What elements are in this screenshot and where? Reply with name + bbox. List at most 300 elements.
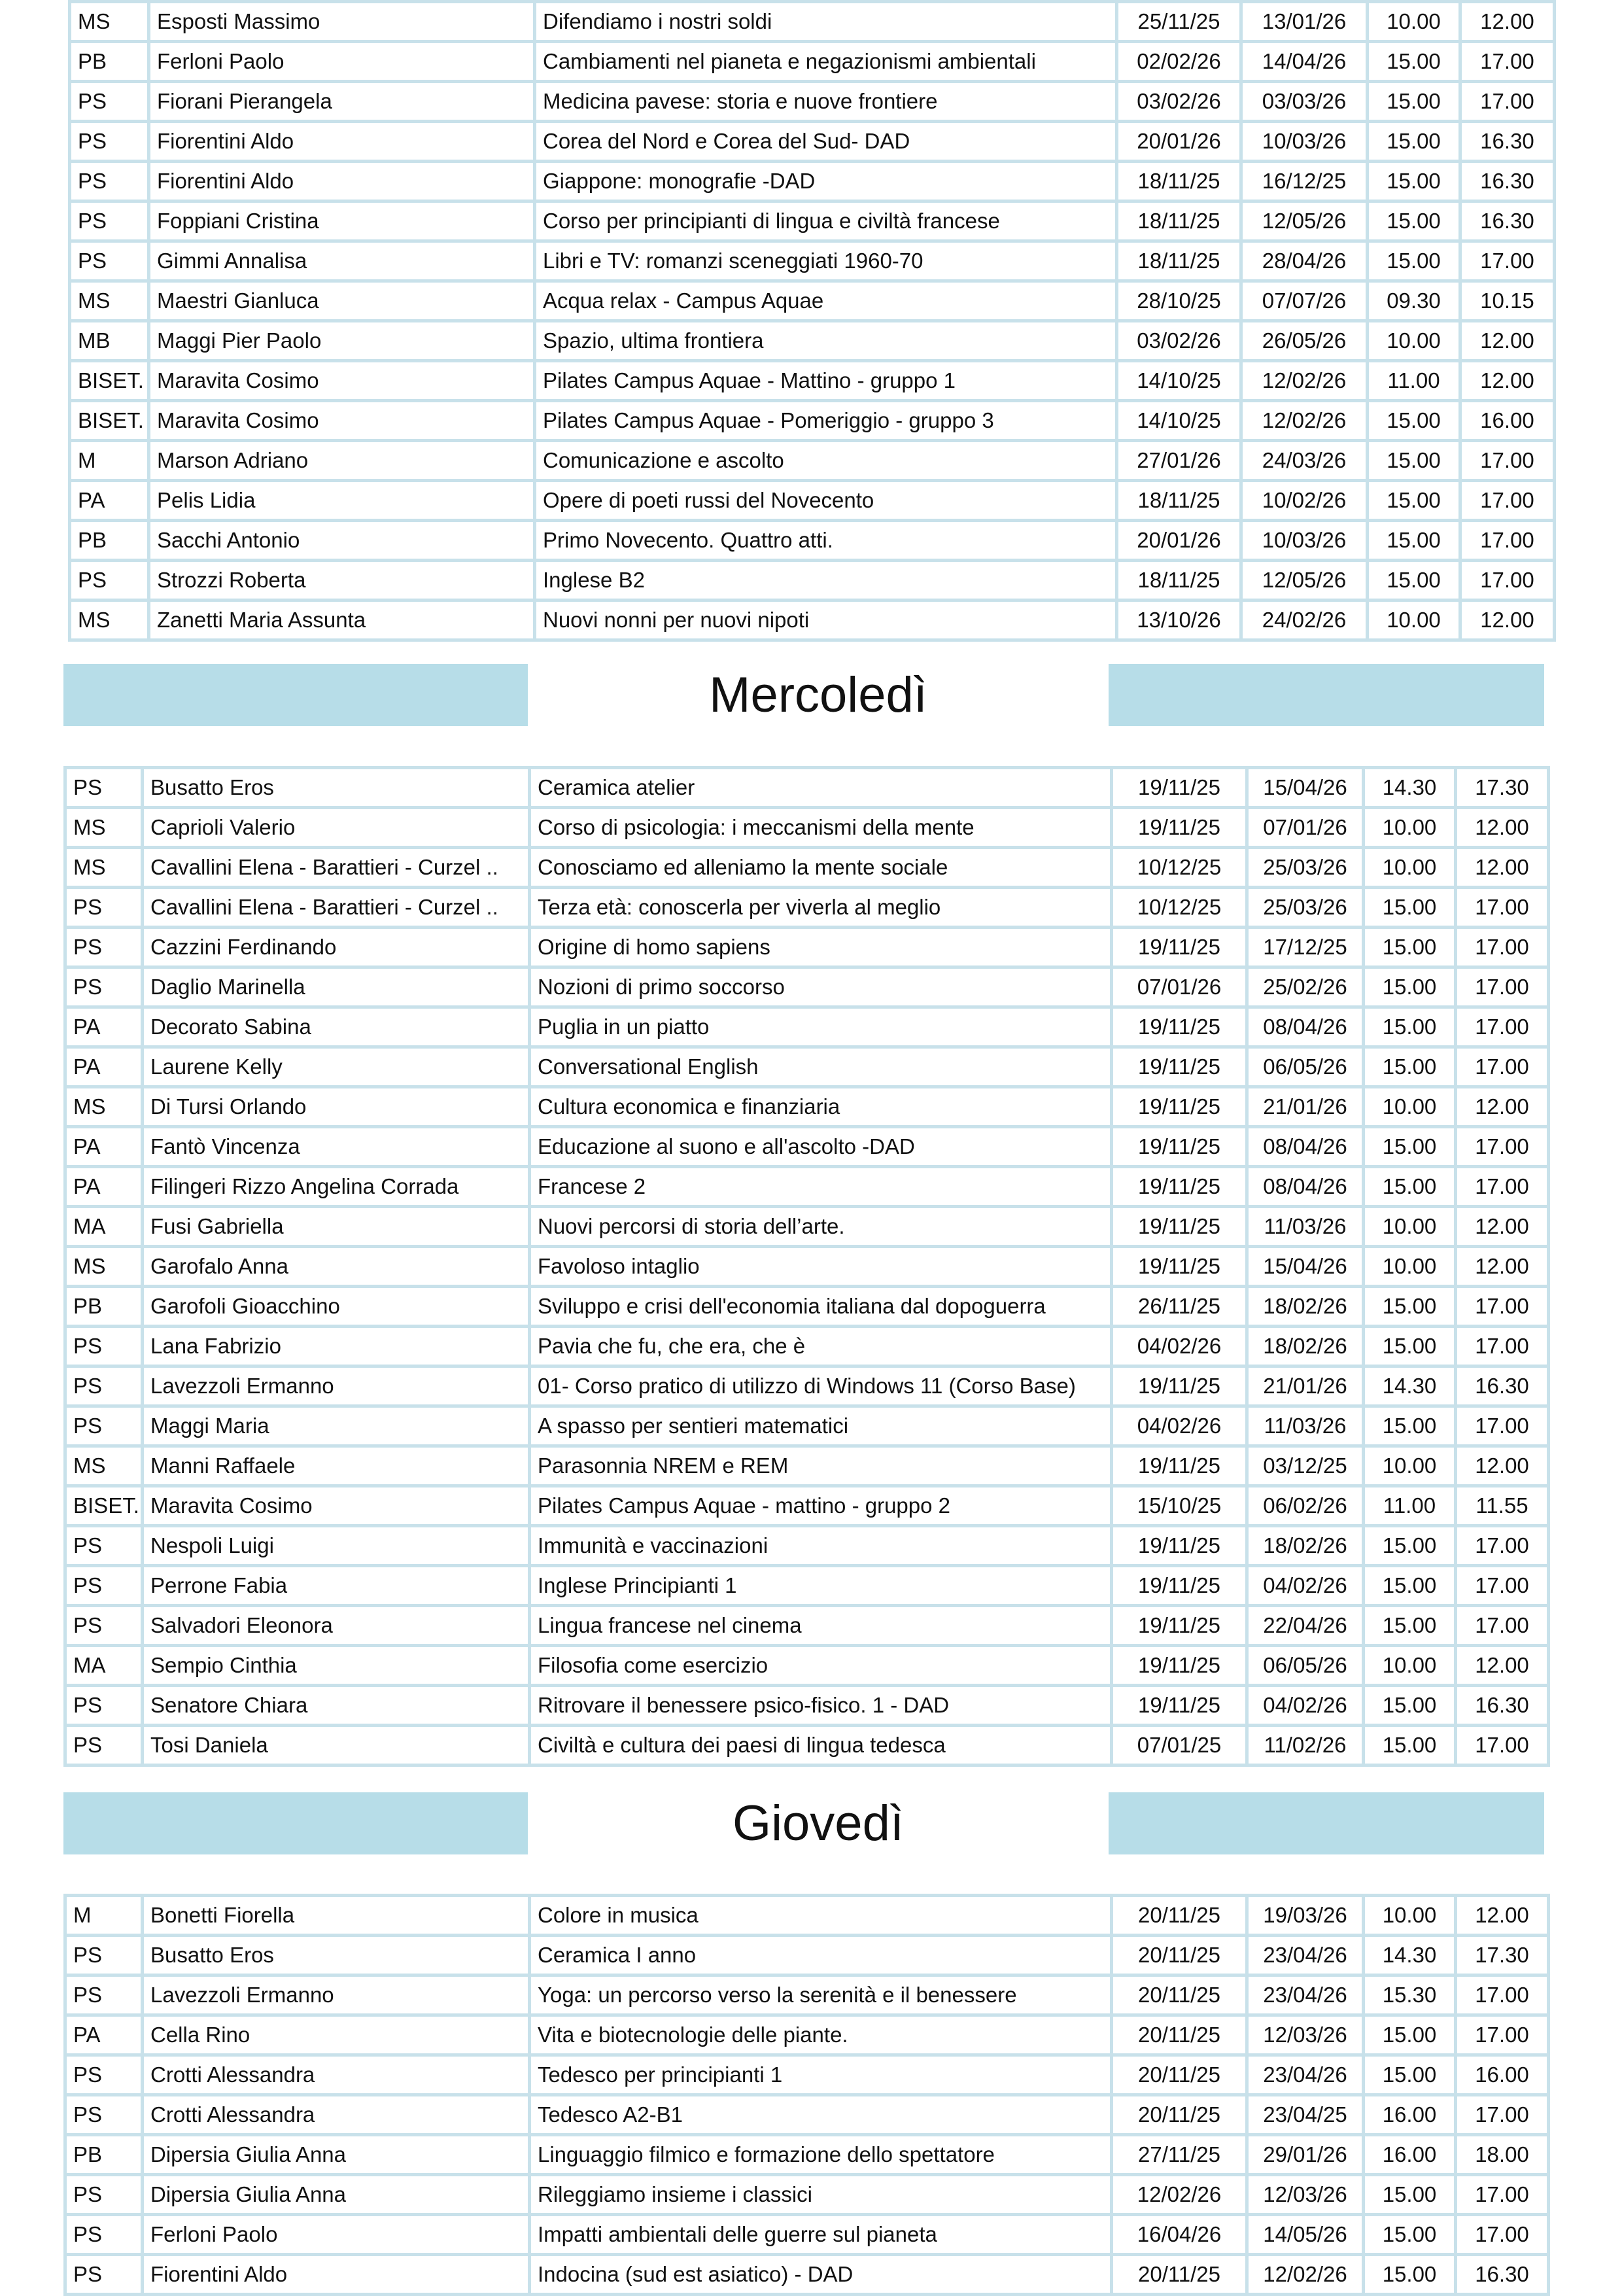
start-date: 20/11/25 [1112,2015,1247,2055]
day-title: Mercoledì [528,664,1109,726]
end-date: 12/02/26 [1241,361,1368,401]
end-date: 06/05/26 [1247,1646,1364,1686]
course-title: Corea del Nord e Corea del Sud- DAD [535,122,1117,162]
teacher-name: Crotti Alessandra [143,2055,530,2095]
table-row [70,321,1555,361]
teacher-name: Perrone Fabia [143,1566,530,1606]
teacher-name: Fiorani Pierangela [149,82,535,122]
table-row [65,1007,1549,1047]
start-time: 15.00 [1364,2175,1456,2215]
course-title: Nuovi percorsi di storia dell’arte. [530,1207,1112,1247]
table-row [65,2015,1549,2055]
course-title: Lingua francese nel cinema [530,1606,1112,1646]
course-code: PS [70,201,149,241]
table-row [65,2095,1549,2135]
start-time: 10.00 [1368,2,1460,42]
course-code: MS [65,1446,143,1486]
end-date: 25/03/26 [1247,888,1364,928]
end-date: 26/05/26 [1241,321,1368,361]
course-title: Nozioni di primo soccorso [530,967,1112,1007]
end-time: 12.00 [1456,808,1549,848]
start-time: 15.00 [1364,1566,1456,1606]
course-title: Inglese Principianti 1 [530,1566,1112,1606]
end-date: 11/03/26 [1247,1207,1364,1247]
course-code: PS [65,1327,143,1366]
end-date: 21/01/26 [1247,1087,1364,1127]
end-date: 14/04/26 [1241,42,1368,82]
table-row [70,401,1555,441]
table-row [65,967,1549,1007]
course-code: PS [65,1406,143,1446]
end-date: 23/04/26 [1247,2055,1364,2095]
table-row [65,2255,1549,2295]
course-code: MS [70,600,149,640]
start-time: 15.00 [1368,441,1460,481]
course-code: PS [65,2175,143,2215]
start-time: 14.30 [1364,1936,1456,1975]
teacher-name: Garofalo Anna [143,1247,530,1287]
end-time: 12.00 [1456,1646,1549,1686]
end-time: 11.55 [1456,1486,1549,1526]
start-date: 26/11/25 [1112,1287,1247,1327]
course-code: PS [65,1526,143,1566]
end-time: 17.00 [1456,1566,1549,1606]
teacher-name: Foppiani Cristina [149,201,535,241]
table-row [65,1207,1549,1247]
start-time: 10.00 [1364,1896,1456,1936]
table-row [65,2175,1549,2215]
course-title: Ritrovare il benessere psico-fisico. 1 - DAD [530,1686,1112,1726]
teacher-name: Maestri Gianluca [149,281,535,321]
end-date: 23/04/25 [1247,2095,1364,2135]
teacher-name: Fantò Vincenza [143,1127,530,1167]
end-date: 19/03/26 [1247,1896,1364,1936]
end-date: 24/03/26 [1241,441,1368,481]
end-time: 12.00 [1456,1087,1549,1127]
course-code: PS [65,888,143,928]
table-row [70,122,1555,162]
start-date: 19/11/25 [1112,1606,1247,1646]
start-date: 12/02/26 [1112,2175,1247,2215]
course-title: Medicina pavese: storia e nuove frontiere [535,82,1117,122]
course-code: M [65,1896,143,1936]
table-row [65,2135,1549,2175]
end-time: 17.30 [1456,1936,1549,1975]
table-row [65,2215,1549,2255]
start-date: 19/11/25 [1112,1247,1247,1287]
course-title: Filosofia come esercizio [530,1646,1112,1686]
course-code: PB [70,42,149,82]
course-code: PS [65,1936,143,1975]
course-code: PA [70,481,149,521]
day-banner-thursday [63,1792,1544,1854]
teacher-name: Senatore Chiara [143,1686,530,1726]
teacher-name: Sempio Cinthia [143,1646,530,1686]
schedule-table-wednesday [63,766,1550,1767]
course-code: PS [65,2255,143,2295]
start-date: 18/11/25 [1117,561,1241,600]
end-time: 17.00 [1456,1406,1549,1446]
start-date: 04/02/26 [1112,1406,1247,1446]
teacher-name: Maggi Maria [143,1406,530,1446]
end-time: 12.00 [1460,2,1555,42]
end-date: 22/04/26 [1247,1606,1364,1646]
end-date: 12/05/26 [1241,201,1368,241]
start-time: 15.00 [1364,1327,1456,1366]
start-date: 03/02/26 [1117,82,1241,122]
end-time: 17.00 [1456,1327,1549,1366]
course-code: BISET. [70,361,149,401]
teacher-name: Daglio Marinella [143,967,530,1007]
end-time: 12.00 [1456,1207,1549,1247]
course-code: PS [65,2095,143,2135]
end-time: 17.00 [1460,521,1555,561]
table-row [70,561,1555,600]
end-time: 17.00 [1460,481,1555,521]
teacher-name: Maravita Cosimo [149,401,535,441]
start-date: 10/12/25 [1112,888,1247,928]
start-date: 19/11/25 [1112,1446,1247,1486]
table-row [70,82,1555,122]
start-date: 19/11/25 [1112,1167,1247,1207]
course-code: PS [65,1366,143,1406]
end-time: 17.00 [1456,1975,1549,2015]
start-date: 03/02/26 [1117,321,1241,361]
course-title: Conosciamo ed alleniamo la mente sociale [530,848,1112,888]
table-row [65,1327,1549,1366]
course-title: Tedesco A2-B1 [530,2095,1112,2135]
course-title: Ceramica I anno [530,1936,1112,1975]
table-row [65,1167,1549,1207]
course-title: Immunità e vaccinazioni [530,1526,1112,1566]
start-date: 19/11/25 [1112,1047,1247,1087]
course-title: Impatti ambientali delle guerre sul pianeta [530,2215,1112,2255]
start-date: 27/11/25 [1112,2135,1247,2175]
teacher-name: Di Tursi Orlando [143,1087,530,1127]
end-date: 11/02/26 [1247,1726,1364,1765]
end-time: 16.30 [1460,201,1555,241]
course-code: PS [65,768,143,808]
table-row [65,1366,1549,1406]
start-date: 20/11/25 [1112,1896,1247,1936]
start-time: 10.00 [1364,1247,1456,1287]
start-time: 15.00 [1364,1127,1456,1167]
start-date: 19/11/25 [1112,1366,1247,1406]
course-code: BISET. [65,1486,143,1526]
start-time: 11.00 [1364,1486,1456,1526]
start-date: 19/11/25 [1112,1127,1247,1167]
table-row [65,1047,1549,1087]
start-time: 15.00 [1364,967,1456,1007]
teacher-name: Esposti Massimo [149,2,535,42]
course-code: PS [65,1566,143,1606]
course-title: Pavia che fu, che era, che è [530,1327,1112,1366]
teacher-name: Marson Adriano [149,441,535,481]
table-row [70,441,1555,481]
course-code: PS [65,967,143,1007]
end-time: 18.00 [1456,2135,1549,2175]
end-time: 17.00 [1460,82,1555,122]
start-date: 19/11/25 [1112,1646,1247,1686]
course-code: PA [65,1007,143,1047]
course-code: PS [65,2215,143,2255]
table-row [65,1087,1549,1127]
teacher-name: Zanetti Maria Assunta [149,600,535,640]
end-date: 06/02/26 [1247,1486,1364,1526]
teacher-name: Manni Raffaele [143,1446,530,1486]
table-row [65,1247,1549,1287]
table-row [65,1975,1549,2015]
start-time: 15.00 [1368,241,1460,281]
course-title: Vita e biotecnologie delle piante. [530,2015,1112,2055]
end-date: 18/02/26 [1247,1327,1364,1366]
start-date: 27/01/26 [1117,441,1241,481]
start-date: 19/11/25 [1112,1686,1247,1726]
course-title: Comunicazione e ascolto [535,441,1117,481]
teacher-name: Laurene Kelly [143,1047,530,1087]
end-time: 17.00 [1460,441,1555,481]
course-code: BISET. [70,401,149,441]
start-date: 18/11/25 [1117,241,1241,281]
teacher-name: Nespoli Luigi [143,1526,530,1566]
course-title: Acqua relax - Campus Aquae [535,281,1117,321]
end-time: 10.15 [1460,281,1555,321]
teacher-name: Busatto Eros [143,768,530,808]
table-row [70,481,1555,521]
start-date: 20/11/25 [1112,2055,1247,2095]
end-time: 16.30 [1456,1366,1549,1406]
end-time: 17.00 [1456,967,1549,1007]
start-date: 19/11/25 [1112,808,1247,848]
start-date: 19/11/25 [1112,928,1247,967]
start-date: 19/11/25 [1112,768,1247,808]
teacher-name: Cella Rino [143,2015,530,2055]
start-time: 15.00 [1368,122,1460,162]
start-time: 15.00 [1364,1287,1456,1327]
start-time: 15.00 [1364,2255,1456,2295]
course-title: Nuovi nonni per nuovi nipoti [535,600,1117,640]
end-time: 16.00 [1460,401,1555,441]
end-date: 10/03/26 [1241,521,1368,561]
start-time: 15.00 [1364,888,1456,928]
teacher-name: Tosi Daniela [143,1726,530,1765]
teacher-name: Ferloni Paolo [149,42,535,82]
table-row [65,848,1549,888]
teacher-name: Salvadori Eleonora [143,1606,530,1646]
course-code: MS [70,2,149,42]
course-title: Cultura economica e finanziaria [530,1087,1112,1127]
end-date: 21/01/26 [1247,1366,1364,1406]
teacher-name: Fiorentini Aldo [149,122,535,162]
teacher-name: Cazzini Ferdinando [143,928,530,967]
end-time: 16.30 [1460,122,1555,162]
end-time: 17.00 [1456,1287,1549,1327]
course-code: PB [70,521,149,561]
end-time: 17.00 [1456,2215,1549,2255]
start-date: 18/11/25 [1117,201,1241,241]
end-time: 16.30 [1456,1686,1549,1726]
course-title: Corso di psicologia: i meccanismi della mente [530,808,1112,848]
end-date: 16/12/25 [1241,162,1368,201]
course-title: Educazione al suono e all'ascolto -DAD [530,1127,1112,1167]
teacher-name: Strozzi Roberta [149,561,535,600]
course-code: PS [65,928,143,967]
teacher-name: Sacchi Antonio [149,521,535,561]
start-time: 15.00 [1368,401,1460,441]
teacher-name: Fiorentini Aldo [143,2255,530,2295]
course-title: Favoloso intaglio [530,1247,1112,1287]
start-date: 13/10/26 [1117,600,1241,640]
start-time: 15.00 [1364,1007,1456,1047]
course-title: Cambiamenti nel pianeta e negazionismi ambientali [535,42,1117,82]
teacher-name: Maggi Pier Paolo [149,321,535,361]
end-time: 17.00 [1456,1167,1549,1207]
course-title: Pilates Campus Aquae - Mattino - gruppo 1 [535,361,1117,401]
end-date: 15/04/26 [1247,1247,1364,1287]
course-code: PS [65,1726,143,1765]
course-title: Libri e TV: romanzi sceneggiati 1960-70 [535,241,1117,281]
end-date: 07/07/26 [1241,281,1368,321]
table-row [70,2,1555,42]
start-date: 15/10/25 [1112,1486,1247,1526]
teacher-name: Cavallini Elena - Barattieri - Curzel .. [143,888,530,928]
end-date: 12/02/26 [1247,2255,1364,2295]
course-code: PA [65,1127,143,1167]
end-date: 06/05/26 [1247,1047,1364,1087]
end-date: 12/03/26 [1247,2015,1364,2055]
course-code: MA [65,1207,143,1247]
end-time: 16.30 [1460,162,1555,201]
end-date: 10/03/26 [1241,122,1368,162]
start-time: 10.00 [1364,848,1456,888]
course-title: Primo Novecento. Quattro atti. [535,521,1117,561]
start-time: 15.00 [1364,928,1456,967]
end-time: 12.00 [1460,600,1555,640]
course-title: Puglia in un piatto [530,1007,1112,1047]
end-date: 08/04/26 [1247,1167,1364,1207]
start-time: 09.30 [1368,281,1460,321]
end-date: 12/02/26 [1241,401,1368,441]
course-code: PS [70,122,149,162]
end-time: 17.00 [1456,2095,1549,2135]
course-code: PA [65,1167,143,1207]
start-date: 16/04/26 [1112,2215,1247,2255]
teacher-name: Gimmi Annalisa [149,241,535,281]
start-time: 15.00 [1368,82,1460,122]
start-time: 10.00 [1364,1446,1456,1486]
course-code: PB [65,2135,143,2175]
course-code: PS [70,162,149,201]
end-date: 14/05/26 [1247,2215,1364,2255]
start-time: 14.30 [1364,768,1456,808]
start-date: 18/11/25 [1117,481,1241,521]
end-time: 17.00 [1460,561,1555,600]
end-time: 12.00 [1456,1896,1549,1936]
end-time: 12.00 [1460,321,1555,361]
course-title: Spazio, ultima frontiera [535,321,1117,361]
table-row [65,808,1549,848]
start-date: 14/10/25 [1117,401,1241,441]
course-title: Giappone: monografie -DAD [535,162,1117,201]
start-date: 19/11/25 [1112,1207,1247,1247]
start-date: 07/01/25 [1112,1726,1247,1765]
end-date: 25/02/26 [1247,967,1364,1007]
start-time: 10.00 [1364,1646,1456,1686]
end-date: 10/02/26 [1241,481,1368,521]
course-title: Parasonnia NREM e REM [530,1446,1112,1486]
start-date: 18/11/25 [1117,162,1241,201]
start-time: 15.30 [1364,1975,1456,2015]
schedule-table-thursday [63,1894,1550,2296]
table-row [65,1526,1549,1566]
end-date: 11/03/26 [1247,1406,1364,1446]
end-date: 04/02/26 [1247,1686,1364,1726]
start-time: 15.00 [1368,162,1460,201]
course-code: PS [65,1975,143,2015]
end-date: 07/01/26 [1247,808,1364,848]
start-date: 20/01/26 [1117,122,1241,162]
teacher-name: Garofoli Gioacchino [143,1287,530,1327]
table-row [70,201,1555,241]
table-row [65,1606,1549,1646]
start-date: 14/10/25 [1117,361,1241,401]
start-date: 10/12/25 [1112,848,1247,888]
end-date: 08/04/26 [1247,1007,1364,1047]
end-time: 16.30 [1456,2255,1549,2295]
table-row [65,1127,1549,1167]
course-title: Francese 2 [530,1167,1112,1207]
start-time: 11.00 [1368,361,1460,401]
start-time: 10.00 [1364,1087,1456,1127]
course-title: Tedesco per principianti 1 [530,2055,1112,2095]
end-date: 08/04/26 [1247,1127,1364,1167]
course-code: PB [65,1287,143,1327]
end-date: 18/02/26 [1247,1526,1364,1566]
course-code: MA [65,1646,143,1686]
course-title: Indocina (sud est asiatico) - DAD [530,2255,1112,2295]
start-time: 10.00 [1364,1207,1456,1247]
end-date: 28/04/26 [1241,241,1368,281]
start-date: 20/11/25 [1112,2255,1247,2295]
table-row [65,1406,1549,1446]
end-time: 17.00 [1460,42,1555,82]
teacher-name: Decorato Sabina [143,1007,530,1047]
end-date: 25/03/26 [1247,848,1364,888]
table-row [70,281,1555,321]
course-code: PS [65,1686,143,1726]
course-code: PS [70,82,149,122]
end-date: 12/05/26 [1241,561,1368,600]
course-title: Origine di homo sapiens [530,928,1112,967]
end-time: 17.00 [1456,928,1549,967]
teacher-name: Fusi Gabriella [143,1207,530,1247]
start-date: 02/02/26 [1117,42,1241,82]
end-date: 23/04/26 [1247,1975,1364,2015]
start-time: 15.00 [1364,1606,1456,1646]
start-date: 20/11/25 [1112,1936,1247,1975]
course-title: A spasso per sentieri matematici [530,1406,1112,1446]
course-title: Yoga: un percorso verso la serenità e il benessere [530,1975,1112,2015]
end-date: 24/02/26 [1241,600,1368,640]
end-time: 12.00 [1456,1446,1549,1486]
start-date: 25/11/25 [1117,2,1241,42]
start-time: 15.00 [1364,2055,1456,2095]
end-time: 17.00 [1456,2175,1549,2215]
course-code: MS [65,848,143,888]
start-time: 15.00 [1368,481,1460,521]
start-time: 15.00 [1364,1526,1456,1566]
table-row [65,1446,1549,1486]
